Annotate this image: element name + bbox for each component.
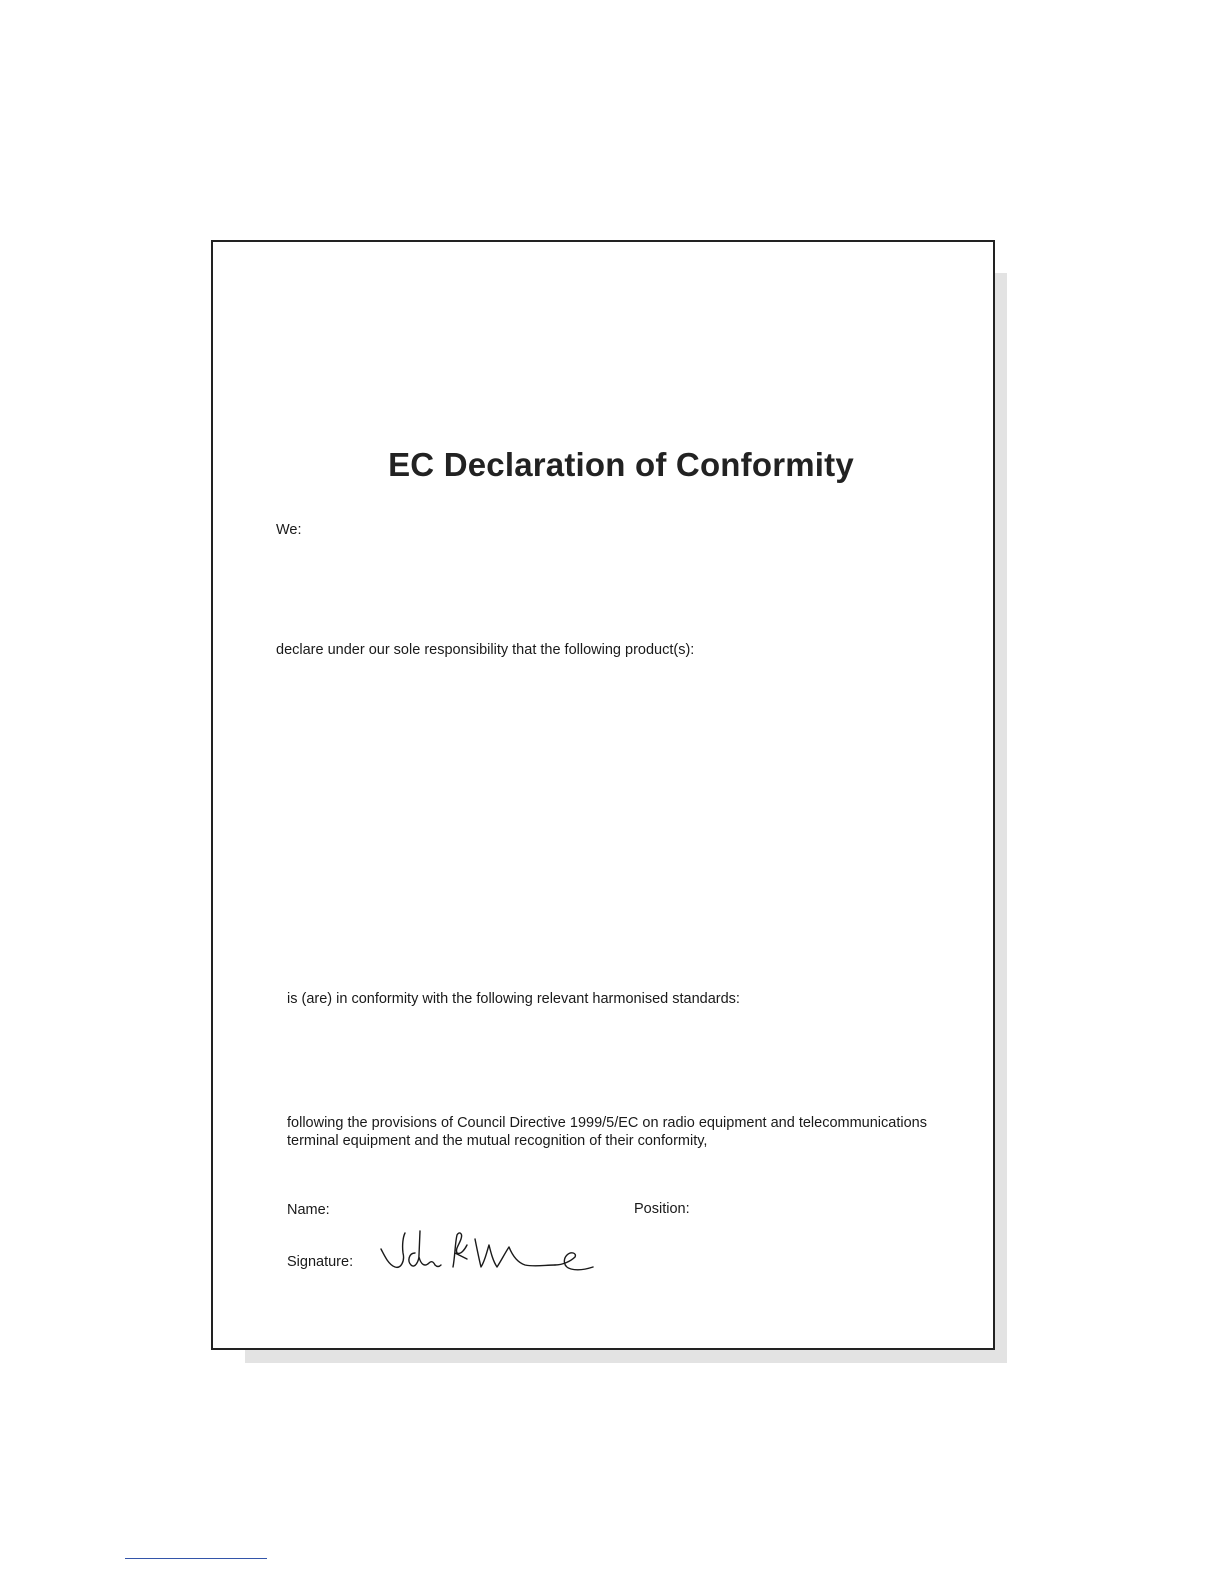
name-label: Name: [287, 1202, 330, 1218]
handwritten-signature [375, 1227, 595, 1287]
document-title: EC Declaration of Conformity [388, 446, 854, 483]
directive-text [287, 1114, 927, 1150]
declare-text: declare under our sole responsibility that the following product(s): [276, 642, 695, 658]
declaration-page [211, 240, 995, 1350]
conformity-text: is (are) in conformity with the following relevant harmonised standards: [287, 991, 740, 1007]
position-label: Position: [634, 1201, 690, 1217]
signature-label: Signature: [287, 1254, 354, 1270]
we-label: We: [276, 522, 302, 538]
directive-line-1: following the provisions of Council Directive 1999/5/EC on radio equipment and telecommunications [287, 1115, 927, 1131]
directive-line-2: terminal equipment and the mutual recognition of their conformity, [287, 1133, 708, 1149]
footer-link-underline[interactable] [125, 1558, 267, 1559]
